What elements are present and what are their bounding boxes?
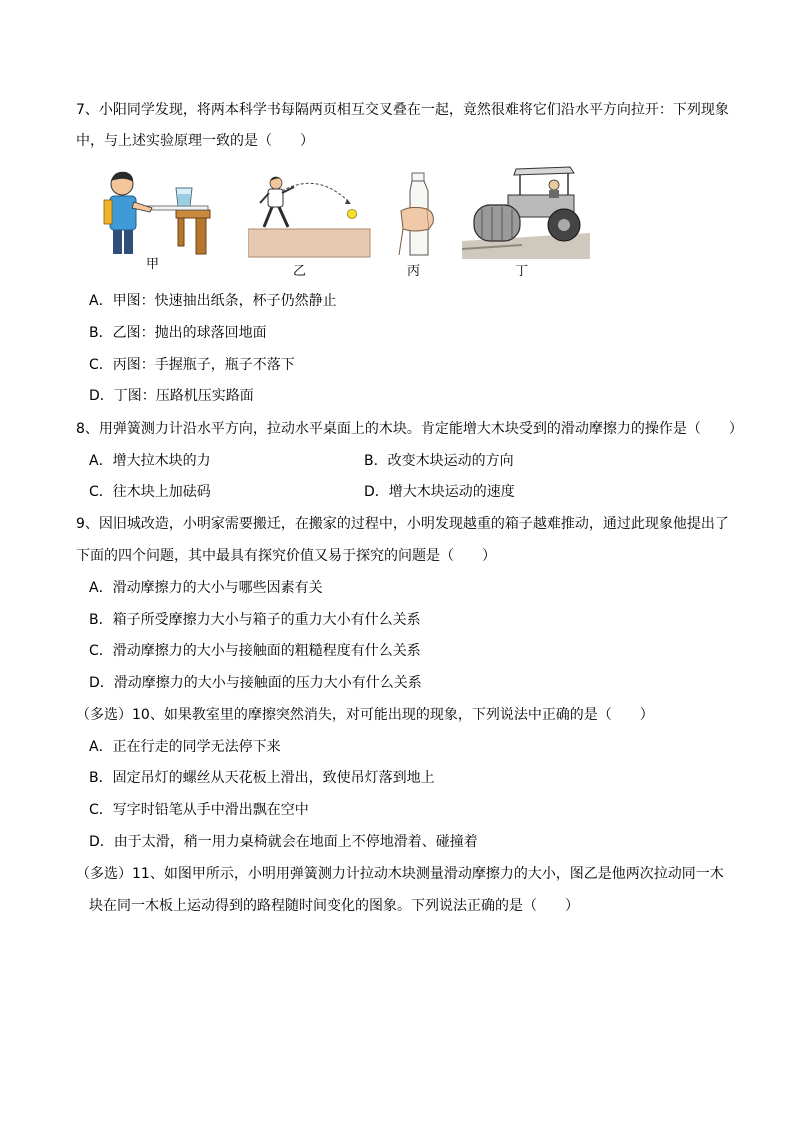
q10-stem: （多选）10、如果教室里的摩擦突然消失，对可能出现的现象，下列说法中正确的是（ ） — [76, 707, 654, 723]
q8-option-c[interactable]: C．往木块上加砝码 — [89, 484, 211, 500]
q7-option-d[interactable]: D．丁图：压路机压实路面 — [89, 388, 254, 404]
q7-option-b[interactable]: B．乙图：抛出的球落回地面 — [89, 325, 267, 341]
q7-option-c[interactable]: C．丙图：手握瓶子，瓶子不落下 — [89, 357, 295, 373]
figure-jia-boy-pulling-paper — [100, 170, 212, 256]
q7-stem-line2: 中，与上述实验原理一致的是（ ） — [76, 133, 314, 149]
q9-option-c[interactable]: C．滑动摩擦力的大小与接触面的粗糙程度有什么关系 — [89, 643, 421, 659]
figure-bing-hand-holding-bottle — [397, 171, 441, 259]
q8-option-d[interactable]: D．增大木块运动的速度 — [364, 484, 515, 500]
q8-option-b[interactable]: B．改变木块运动的方向 — [364, 453, 514, 469]
q7-stem-line1: 7、小阳同学发现，将两本科学书每隔两页相互交叉叠在一起，竟然很难将它们沿水平方向拉开：下列现象 — [76, 102, 729, 118]
figure-yi-throwing-ball — [248, 173, 372, 259]
q9-option-a[interactable]: A．滑动摩擦力的大小与哪些因素有关 — [89, 580, 323, 596]
q9-stem-line2: 下面的四个问题，其中最具有探究价值又易于探究的问题是（ ） — [76, 548, 496, 564]
q10-option-b[interactable]: B．固定吊灯的螺丝从天花板上滑出，致使吊灯落到地上 — [89, 770, 435, 786]
q11-stem-line2: 块在同一木板上运动得到的路程随时间变化的图象。下列说法正确的是（ ） — [89, 898, 579, 914]
figure-caption-ding: 丁 — [515, 264, 529, 279]
q8-option-a[interactable]: A．增大拉木块的力 — [89, 453, 211, 469]
q10-option-c[interactable]: C．写字时铅笔从手中滑出飘在空中 — [89, 802, 309, 818]
q11-stem-line1: （多选）11、如图甲所示，小明用弹簧测力计拉动木块测量滑动摩擦力的大小，图乙是他两次拉动同一木 — [76, 866, 724, 882]
figure-caption-yi: 乙 — [293, 264, 307, 279]
figure-caption-bing: 丙 — [407, 264, 421, 279]
figure-ding-road-roller — [462, 163, 590, 261]
q9-option-d[interactable]: D．滑动摩擦力的大小与接触面的压力大小有什么关系 — [89, 675, 422, 691]
q8-stem: 8、用弹簧测力计沿水平方向，拉动水平桌面上的木块。肯定能增大木块受到的滑动摩擦力的操作是（ ） — [76, 421, 743, 437]
q9-option-b[interactable]: B．箱子所受摩擦力大小与箱子的重力大小有什么关系 — [89, 612, 421, 628]
q10-option-d[interactable]: D．由于太滑，稍一用力桌椅就会在地面上不停地滑着、碰撞着 — [89, 834, 478, 850]
q7-option-a[interactable]: A．甲图：快速抽出纸条，杯子仍然静止 — [89, 293, 337, 309]
q10-option-a[interactable]: A．正在行走的同学无法停下来 — [89, 739, 281, 755]
figure-caption-jia: 甲 — [146, 257, 160, 272]
q9-stem-line1: 9、因旧城改造，小明家需要搬迁，在搬家的过程中，小明发现越重的箱子越难推动，通过此现象他提出了 — [76, 516, 729, 532]
